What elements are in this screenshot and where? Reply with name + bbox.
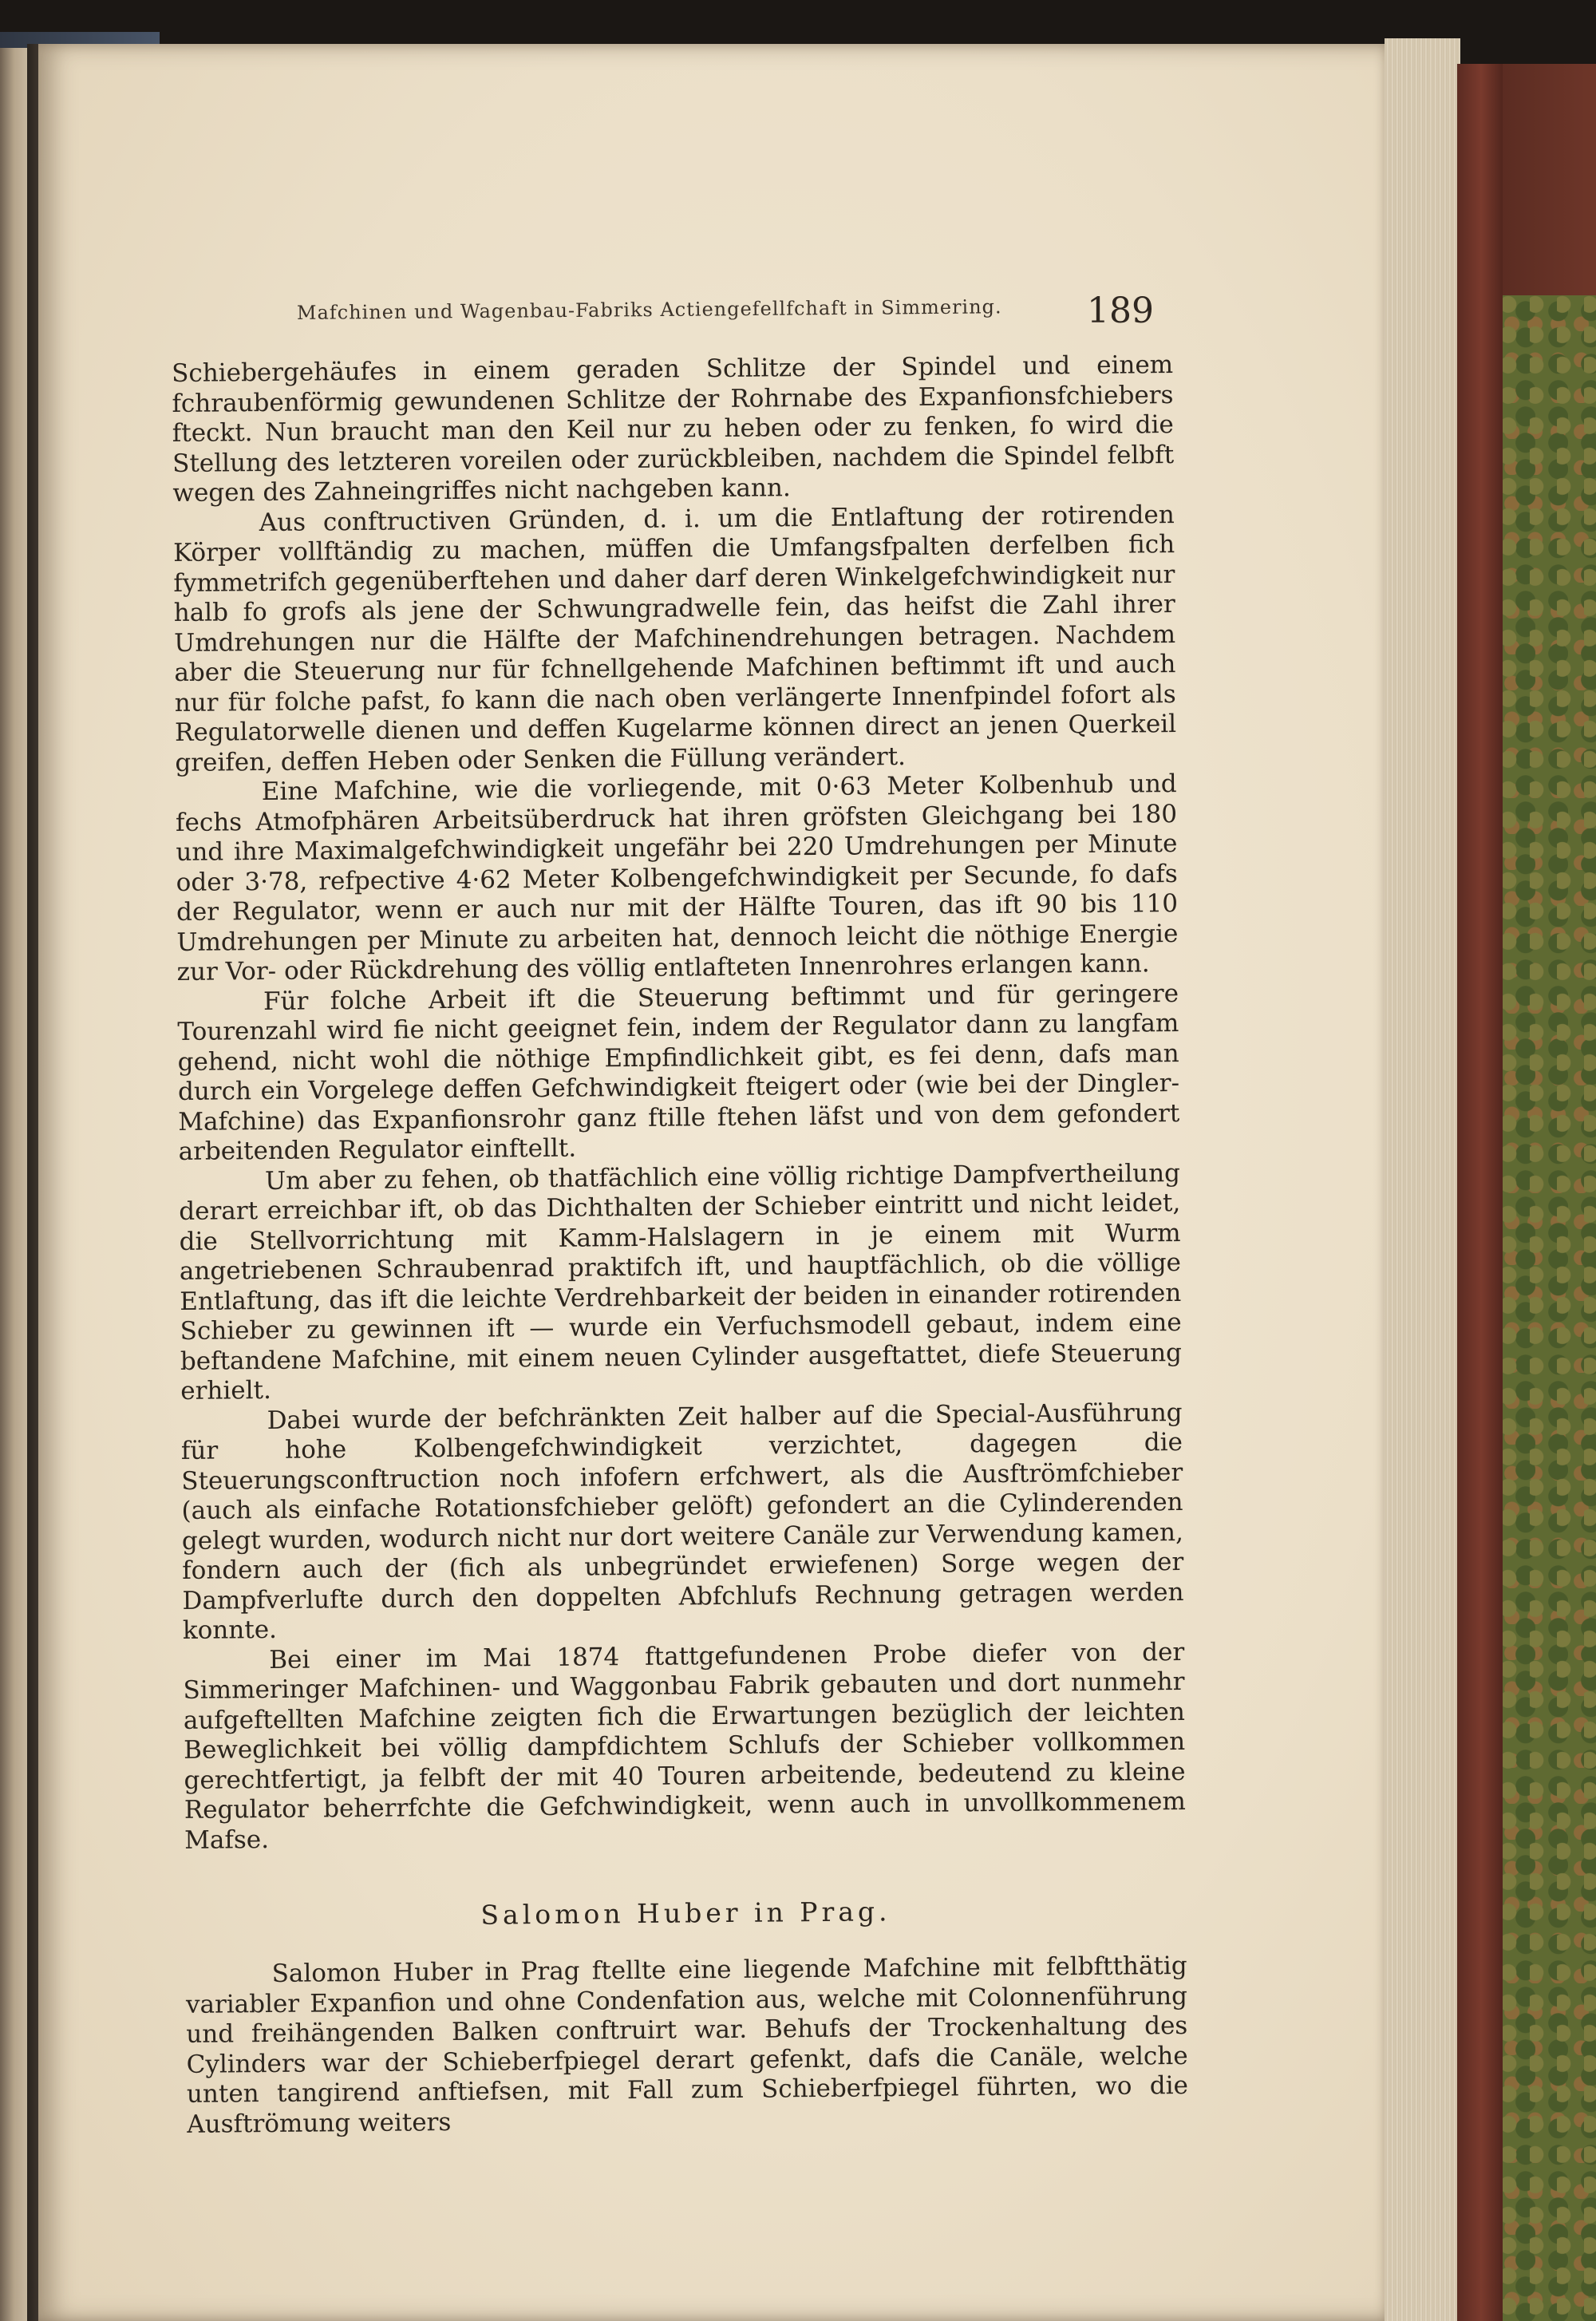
page-number: 189 bbox=[1087, 291, 1154, 331]
section-heading: Salomon Huber in Prag. bbox=[480, 1896, 891, 1931]
paragraph: Für folche Arbeit ift die Steuerung beftimmt und für geringere Tourenzahl wird fie nicht geeignet fein, indem der Regulator dann zu langfam gehend, nicht wohl die nöthige Empfindlichkeit gibt, es fei denn, dafs man durch ein Vorgelege deffen Gefchwindigkeit fteigert oder (wie bei der Dingler-Mafchine) das Expanfionsrohr ganz ftille ftehen läfst und von dem gefondert arbeitenden Regulator einftellt. bbox=[177, 979, 1180, 1166]
paragraph: Bei einer im Mai 1874 ftattgefundenen Probe diefer von der Simmeringer Mafchinen- und Waggonbau Fabrik gebauten und dort nunmehr aufgeftellten Mafchine zeigten fich die Erwartungen bezüglich der leichten Beweglichkeit bei völlig dampfdichtem Schlufs der Schieber vollkommen gerechtfertigt, ja felbft der mit 40 Touren arbeitende, bedeutend zu kleine Regulator beherrfchte die Gefchwindigkeit, wenn auch in unvollkommenem Mafse. bbox=[183, 1637, 1186, 1855]
paragraph: Eine Mafchine, wie die vorliegende, mit 0·63 Meter Kolbenhub und fechs Atmofphären Arbeitsüberdruck hat ihren gröfsten Gleichgang bei 180 und ihre Maximalgefchwindigkeit ungefähr bei 220 Umdrehungen per Minute oder 3·78, refpective 4·62 Meter Kolbengefchwindigkeit per Secunde, fo dafs der Regulator, wenn er auch nur mit der Hälfte Touren, das ift 90 bis 110 Umdrehungen per Minute zu arbeiten hat, dennoch leicht die nöthige Energie zur Vor- oder Rückdrehung des völlig entlafteten Innenrohres erlangen kann. bbox=[175, 769, 1179, 987]
cover-corner bbox=[1503, 64, 1596, 295]
leather-cover-edge bbox=[1457, 64, 1505, 2321]
paragraph: Aus conftructiven Gründen, d. i. um die Entlaftung der rotirenden Körper vollftändig zu machen, müffen die Umfangsfpalten derfelben fich fymmetrifch gegenüberftehen und daher darf deren Winkelgefchwindigkeit nur halb fo grofs als jene der Schwungradwelle fein, das heifst die Zahl ihrer Umdrehungen nur die Hälfte der Mafchinendrehungen betragen. Nachdem aber die Steuerung nur für fchnellgehende Mafchinen beftimmt ift und auch nur für folche pafst, fo kann die nach oben verlängerte Innenfpindel fofort als Regulatorwelle dienen und deffen Kugelarme können direct an jenen Querkeil greifen, deffen Heben oder Senken die Füllung verändert. bbox=[172, 500, 1177, 777]
book-gutter bbox=[27, 44, 38, 2321]
paragraph: Salomon Huber in Prag ftellte eine liegende Mafchine mit felbftthätig variabler Expanfion und ohne Condenfation aus, welche mit Colonnenführung und freihängenden Balken conftruirt war. Behufs der Trockenhaltung des Cylinders war der Schieberfpiegel derart gefenkt, dafs die Canäle, welche unten tangirend anftiefsen, mit Fall zum Schieberfpiegel führten, wo die Ausftrömung weiters bbox=[185, 1951, 1189, 2139]
page-stack-edge bbox=[1385, 38, 1460, 2321]
paragraph: Dabei wurde der befchränkten Zeit halber auf die Special-Ausführung für hohe Kolbengefchwindigkeit verzichtet, dagegen die Steuerungsconftruction noch infofern erfchwert, als die Ausftrömfchieber (auch als einfache Rotationsfchieber gelöft) gefondert an die Cylinderenden gelegt wurden, wodurch nicht nur dort weitere Canäle zur Verwendung kamen, fondern auch der (fich als unbegründet erwiefenen) Sorge wegen der Dampfverlufte durch den doppelten Abfchlufs Rechnung getragen werden konnte. bbox=[180, 1398, 1184, 1645]
marbled-cover bbox=[1503, 295, 1596, 2321]
paragraph: Um aber zu fehen, ob thatfächlich eine völlig richtige Dampfvertheilung derart erreichbar ift, ob das Dichthalten der Schieber eintritt und nicht leidet, die Stellvorrichtung mit Kamm-Halslagern in je einem mit Wurm angetriebenen Schraubenrad praktifch ift, und hauptfächlich, ob die völlige Entlaftung, das ift die leichte Verdrehbarkeit der beiden in einander rotirenden Schieber zu gewinnen ift — wurde ein Verfuchsmodell gebaut, indem eine beftandene Mafchine, mit einem neuen Cylinder ausgeftattet, diefe Steuerung erhielt. bbox=[179, 1158, 1183, 1406]
running-header: Mafchinen und Wagenbau-Fabriks Actiengefellfchaft in Simmering. bbox=[296, 295, 1002, 324]
page-body bbox=[172, 350, 1188, 2140]
paragraph: Schiebergehäufes in einem geraden Schlitze der Spindel und einem fchraubenförmig gewundenen Schlitze der Rohrnabe des Expanfionsfchiebers fteckt. Nun braucht man den Keil nur zu heben oder zu fenken, fo wird die Stellung des letzteren voreilen oder zurückbleiben, nachdem die Spindel felbft wegen des Zahneingriffes nicht nachgeben kann. bbox=[172, 350, 1175, 508]
